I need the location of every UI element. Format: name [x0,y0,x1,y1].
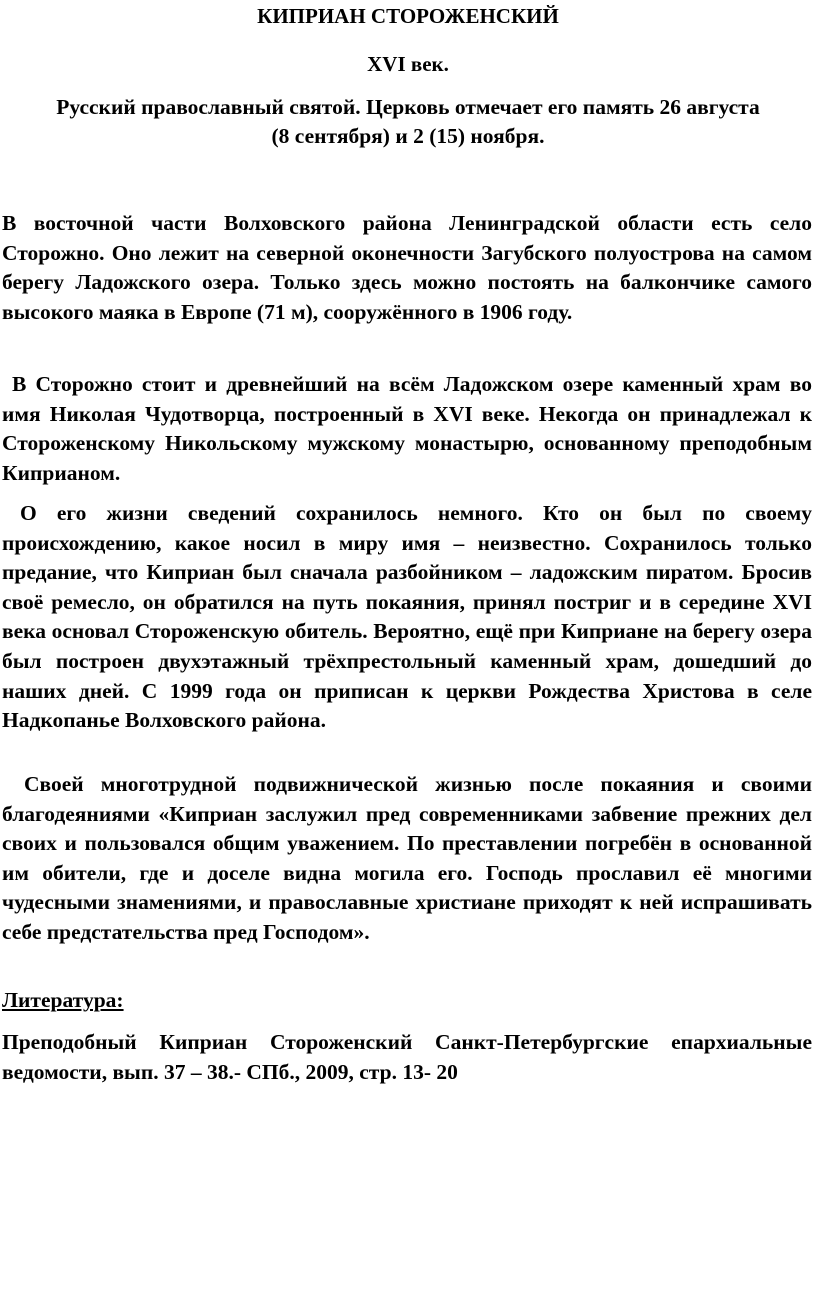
subtitle-line-2: (8 сентября) и 2 (15) ноября. [271,124,545,148]
document-title: КИПРИАН СТОРОЖЕНСКИЙ [257,4,559,28]
subtitle-line-1: Русский православный святой. Церковь отмечает его память 26 августа [56,95,760,119]
subtitle [0,93,816,151]
literature-entry: Преподобный Киприан Стороженский Санкт-Петербургские епархиальные ведомости, вып. 37 – 38.- СПб., 2009, стр. 13- 20 [2,1030,812,1084]
paragraph-church: В Сторожно стоит и древнейший на всём Ладожском озере каменный храм во имя Николая Чудотворца, построенный в XVI веке. Некогда он принадлежал к Стороженскому Никольскому мужскому монастырю, основанному преподобным Киприаном. [2,372,812,485]
paragraph-life: О его жизни сведений сохранилось немного. Кто он был по своему происхождению, какое носил в миру имя – неизвестно. Сохранилось только предание, что Киприан был сначала разбойником – ладожским пиратом. Бросив своё ремесло, он обратился на путь покаяния, принял постриг и в середине XVI века основал Стороженскую обитель. Вероятно, ещё при Киприане на берегу озера был построен двухэтажный трёхпрестольный каменный храм, дошедший до наших дней. С 1999 года он приписан к церкви Рождества Христова в селе Надкопанье Волховского района. [2,501,812,733]
literature-heading: Литература: [2,988,124,1012]
century-label: XVI век. [367,52,449,76]
paragraph-village: В восточной части Волховского района Ленинградской области есть село Сторожно. Оно лежит на северной оконечности Загубского полуострова на самом берегу Ладожского озера. Только здесь можно постоять на балкончике самого высокого маяка в Европе (71 м), сооружённого в 1906 году. [2,211,812,324]
paragraph-deeds: Своей многотрудной подвижнической жизнью после покаяния и своими благодеяниями «Киприан заслужил пред современниками забвение прежних дел своих и пользовался общим уважением. По преставлении погребён в основанной им обители, где и доселе видна могила его. Господь прославил её многими чудесными знамениями, и православные христиане приходят к ней испрашивать себе предстательства пред Господом». [2,772,812,944]
